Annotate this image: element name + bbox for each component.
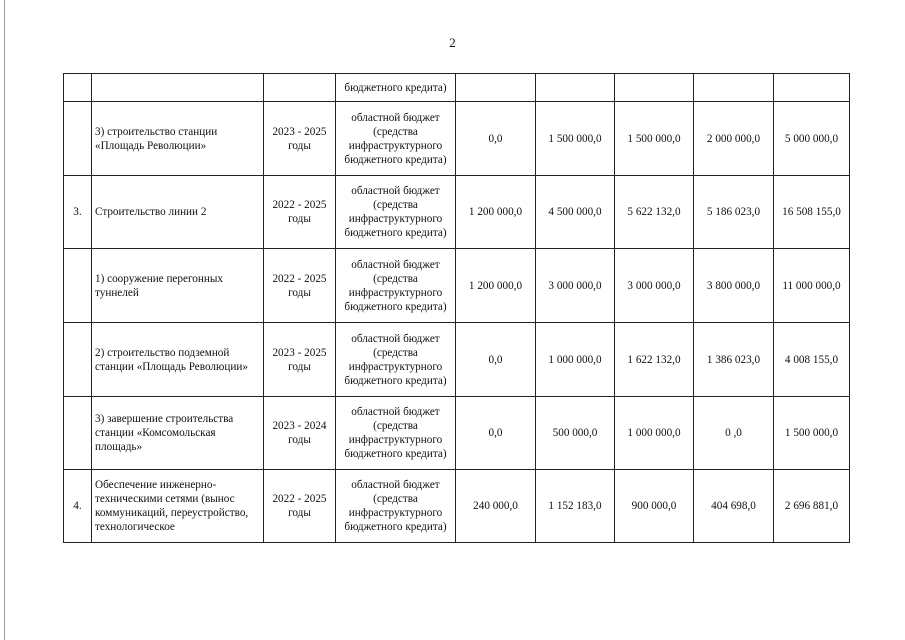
row-period: 2023 - 2025 годы — [264, 102, 336, 176]
page-number: 2 — [449, 35, 456, 50]
row-name — [92, 74, 264, 102]
row-value-3: 1 622 132,0 — [615, 323, 694, 397]
row-value-4: 5 186 023,0 — [694, 176, 774, 249]
row-value-4: 0 ,0 — [694, 397, 774, 470]
row-period: 2022 - 2025 годы — [264, 249, 336, 323]
row-name: 1) сооружение перегонных туннелей — [92, 249, 264, 323]
table-row — [64, 74, 850, 102]
row-name: 3) строительство станции «Площадь Революции» — [92, 102, 264, 176]
row-value-5: 5 000 000,0 — [774, 102, 850, 176]
row-source: областной бюджет (средства инфраструктурного бюджетного кредита) — [336, 397, 456, 470]
row-number — [64, 102, 92, 176]
row-source: областной бюджет (средства инфраструктурного бюджетного кредита) — [336, 323, 456, 397]
row-number — [64, 397, 92, 470]
row-value-2: 1 000 000,0 — [536, 323, 615, 397]
table-row — [64, 176, 850, 249]
row-value-3: 1 500 000,0 — [615, 102, 694, 176]
row-number — [64, 249, 92, 323]
row-value-3: 900 000,0 — [615, 470, 694, 543]
row-name: Обеспечение инженерно-техническими сетями (вынос коммуникаций, переустройство, технологическое — [92, 470, 264, 543]
row-value-1: 0,0 — [456, 323, 536, 397]
row-value-2: 1 500 000,0 — [536, 102, 615, 176]
budget-table — [63, 73, 850, 543]
row-value-3 — [615, 74, 694, 102]
row-value-5: 2 696 881,0 — [774, 470, 850, 543]
row-value-5: 11 000 000,0 — [774, 249, 850, 323]
table-row — [64, 397, 850, 470]
row-value-4: 1 386 023,0 — [694, 323, 774, 397]
row-period: 2023 - 2025 годы — [264, 323, 336, 397]
row-source: областной бюджет (средства инфраструктурного бюджетного кредита) — [336, 470, 456, 543]
row-number: 4. — [64, 470, 92, 543]
row-value-4 — [694, 74, 774, 102]
row-value-2 — [536, 74, 615, 102]
row-value-2: 500 000,0 — [536, 397, 615, 470]
row-value-3: 3 000 000,0 — [615, 249, 694, 323]
row-value-1: 0,0 — [456, 397, 536, 470]
table-row — [64, 323, 850, 397]
row-value-1: 1 200 000,0 — [456, 176, 536, 249]
row-number — [64, 323, 92, 397]
row-name: 3) завершение строительства станции «Комсомольская площадь» — [92, 397, 264, 470]
page-edge-line — [4, 0, 5, 640]
row-value-5: 1 500 000,0 — [774, 397, 850, 470]
row-period: 2023 - 2024 годы — [264, 397, 336, 470]
row-number — [64, 74, 92, 102]
row-period — [264, 74, 336, 102]
row-value-5: 4 008 155,0 — [774, 323, 850, 397]
row-value-5: 16 508 155,0 — [774, 176, 850, 249]
row-source: областной бюджет (средства инфраструктурного бюджетного кредита) — [336, 102, 456, 176]
row-value-2: 3 000 000,0 — [536, 249, 615, 323]
row-value-1: 1 200 000,0 — [456, 249, 536, 323]
row-number: 3. — [64, 176, 92, 249]
row-value-4: 2 000 000,0 — [694, 102, 774, 176]
row-period: 2022 - 2025 годы — [264, 470, 336, 543]
row-name: Строительство линии 2 — [92, 176, 264, 249]
row-value-3: 5 622 132,0 — [615, 176, 694, 249]
row-period: 2022 - 2025 годы — [264, 176, 336, 249]
row-value-5 — [774, 74, 850, 102]
row-value-2: 4 500 000,0 — [536, 176, 615, 249]
row-source: областной бюджет (средства инфраструктурного бюджетного кредита) — [336, 249, 456, 323]
table-row — [64, 102, 850, 176]
table-row — [64, 249, 850, 323]
row-source: областной бюджет (средства инфраструктурного бюджетного кредита) — [336, 176, 456, 249]
row-value-2: 1 152 183,0 — [536, 470, 615, 543]
row-value-4: 404 698,0 — [694, 470, 774, 543]
row-value-1 — [456, 74, 536, 102]
row-value-1: 240 000,0 — [456, 470, 536, 543]
table-row — [64, 470, 850, 543]
row-name: 2) строительство подземной станции «Площадь Революции» — [92, 323, 264, 397]
row-value-3: 1 000 000,0 — [615, 397, 694, 470]
row-value-1: 0,0 — [456, 102, 536, 176]
row-source: бюджетного кредита) — [336, 74, 456, 102]
row-value-4: 3 800 000,0 — [694, 249, 774, 323]
